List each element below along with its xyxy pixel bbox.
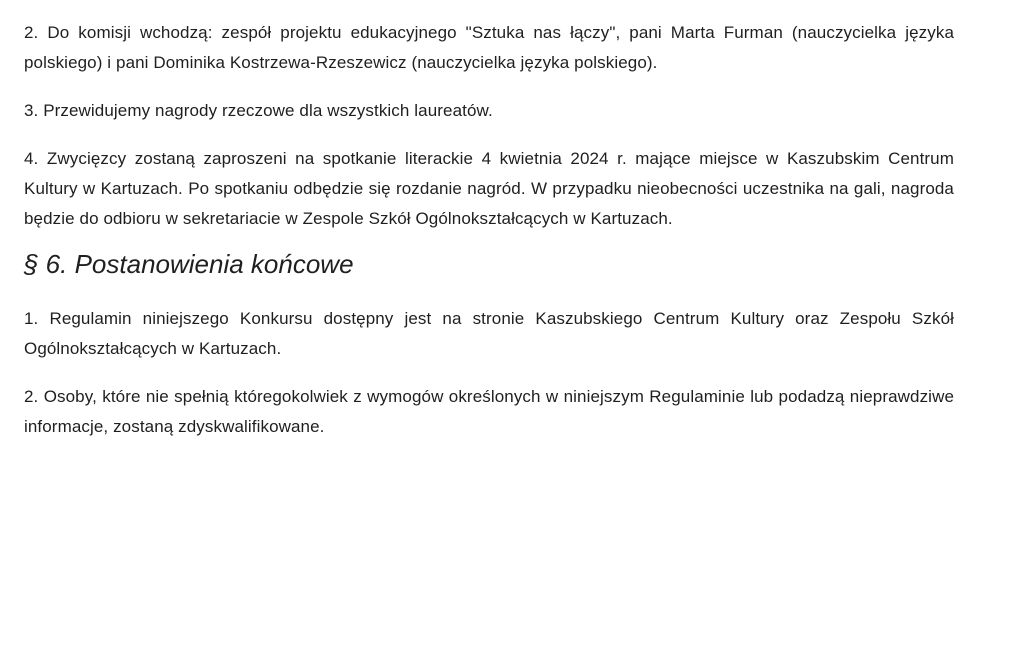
paragraph-prizes: 3. Przewidujemy nagrody rzeczowe dla wszystkich laureatów. xyxy=(24,101,493,120)
document-content xyxy=(24,18,954,442)
paragraph-commission-members: 2. Do komisji wchodzą: zespół projektu edukacyjnego "Sztuka nas łączy", pani Marta Furman (nauczycielka języka polskiego) i pani Dominika Kostrzewa-Rzeszewicz (nauczycielka języka polskiego). xyxy=(24,23,954,72)
paragraph-disqualification: 2. Osoby, które nie spełnią któregokolwiek z wymogów określonych w niniejszym Regulaminie lub podadzą nieprawdziwe informacje, zostaną zdyskwalifikowane. xyxy=(24,387,954,436)
paragraph-winners-invitation: 4. Zwycięzcy zostaną zaproszeni na spotkanie literackie 4 kwietnia 2024 r. mające miejsce w Kaszubskim Centrum Kultury w Kartuzach. Po spotkaniu odbędzie się rozdanie nagród. W przypadku nieobecności uczestnika na gali, nagroda będzie do odbioru w sekretariacie w Zespole Szkół Ogólnokształcących w Kartuzach. xyxy=(24,149,954,228)
paragraph-regulations-availability: 1. Regulamin niniejszego Konkursu dostępny jest na stronie Kaszubskiego Centrum Kultury oraz Zespołu Szkół Ogólnokształcących w Kartuzach. xyxy=(24,309,954,358)
section-heading: § 6. Postanowienia końcowe xyxy=(24,249,354,279)
